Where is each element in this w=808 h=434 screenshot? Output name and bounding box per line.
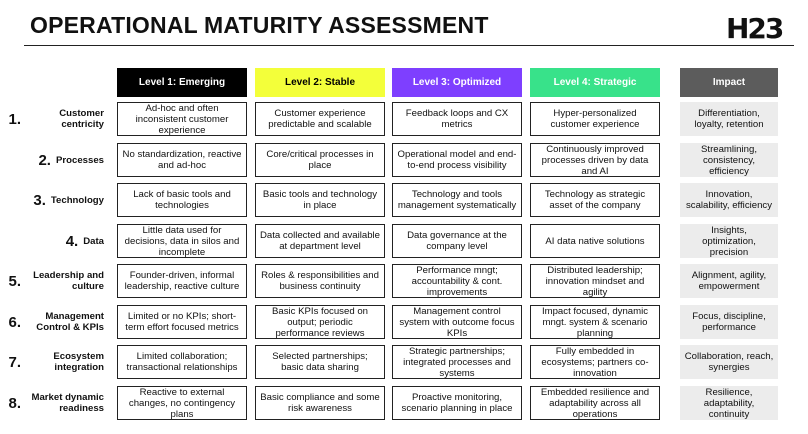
- matrix-cell-level-4: Impact focused, dynamic mngt. system & scenario planning: [530, 305, 660, 339]
- level-header-4: Level 4: Strategic: [530, 68, 660, 97]
- matrix-cell-level-2: Customer experience predictable and scalable: [255, 102, 385, 136]
- matrix-cell-level-1: No standardization, reactive and ad-hoc: [117, 143, 247, 177]
- impact-header: Impact: [680, 68, 778, 97]
- row-number: 3.: [33, 191, 46, 209]
- level-header-3: Level 3: Optimized: [392, 68, 522, 97]
- row-label: [4, 224, 104, 258]
- matrix-cell-level-3: Performance mngt; accountability & cont. improvements: [392, 264, 522, 298]
- row-number: 2.: [38, 151, 51, 169]
- row-number: 6.: [8, 313, 21, 331]
- impact-cell: Innovation, scalability, efficiency: [680, 183, 778, 217]
- row-number: 1.: [8, 110, 21, 128]
- impact-cell: Collaboration, reach, synergies: [680, 345, 778, 379]
- matrix-cell-level-4: Continuously improved processes driven by data and AI: [530, 143, 660, 177]
- matrix-cell-level-4: Embedded resilience and adaptability across all operations: [530, 386, 660, 420]
- matrix-cell-level-3: Feedback loops and CX metrics: [392, 102, 522, 136]
- matrix-cell-level-2: Basic compliance and some risk awareness: [255, 386, 385, 420]
- row-dimension-name: Ecosystem integration: [53, 351, 104, 373]
- row-label: [4, 183, 104, 217]
- impact-cell: Insights, optimization, precision: [680, 224, 778, 258]
- matrix-cell-level-1: Limited or no KPIs; short-term effort focused metrics: [117, 305, 247, 339]
- matrix-cell-level-4: Distributed leadership; innovation mindset and agility: [530, 264, 660, 298]
- matrix-cell-level-4: AI data native solutions: [530, 224, 660, 258]
- matrix-cell-level-3: Operational model and end-to-end process visibility: [392, 143, 522, 177]
- level-header-2: Level 2: Stable: [255, 68, 385, 97]
- impact-cell: Alignment, agility, empowerment: [680, 264, 778, 298]
- impact-cell: Differentiation, loyalty, retention: [680, 102, 778, 136]
- level-header-1: Level 1: Emerging: [117, 68, 247, 97]
- matrix-cell-level-4: Technology as strategic asset of the company: [530, 183, 660, 217]
- row-dimension-name: Management Control & KPIs: [36, 311, 104, 333]
- matrix-cell-level-1: Lack of basic tools and technologies: [117, 183, 247, 217]
- matrix-cell-level-1: Reactive to external changes, no contingency plans: [117, 386, 247, 420]
- matrix-cell-level-3: Proactive monitoring, scenario planning in place: [392, 386, 522, 420]
- row-dimension-name: Market dynamic readiness: [31, 392, 104, 414]
- matrix-cell-level-1: Founder-driven, informal leadership, reactive culture: [117, 264, 247, 298]
- row-label: [4, 102, 104, 136]
- impact-cell: Resilience, adaptability, continuity: [680, 386, 778, 420]
- matrix-cell-level-2: Data collected and available at department level: [255, 224, 385, 258]
- row-number: 7.: [8, 353, 21, 371]
- row-label: [4, 143, 104, 177]
- matrix-cell-level-1: Limited collaboration; transactional relationships: [117, 345, 247, 379]
- row-dimension-name: Customer centricity: [59, 108, 104, 130]
- matrix-cell-level-3: Technology and tools management systematically: [392, 183, 522, 217]
- matrix-cell-level-4: Hyper-personalized customer experience: [530, 102, 660, 136]
- title-divider: [24, 45, 794, 46]
- row-label: [4, 264, 104, 298]
- row-label: [4, 386, 104, 420]
- impact-cell: Focus, discipline, performance: [680, 305, 778, 339]
- row-label: [4, 345, 104, 379]
- matrix-cell-level-3: Management control system with outcome focus KPIs: [392, 305, 522, 339]
- matrix-cell-level-1: Ad-hoc and often inconsistent customer experience: [117, 102, 247, 136]
- matrix-cell-level-2: Selected partnerships; basic data sharing: [255, 345, 385, 379]
- row-number: 4.: [65, 232, 79, 250]
- matrix-cell-level-4: Fully embedded in ecosystems; partners co-innovation: [530, 345, 660, 379]
- row-dimension-name: Technology: [50, 194, 104, 206]
- matrix-cell-level-2: Basic tools and technology in place: [255, 183, 385, 217]
- row-dimension-name: Processes: [55, 154, 104, 166]
- matrix-cell-level-3: Data governance at the company level: [392, 224, 522, 258]
- row-label: [4, 305, 104, 339]
- page-title: OPERATIONAL MATURITY ASSESSMENT: [30, 12, 489, 38]
- row-dimension-name: Leadership and culture: [33, 270, 104, 292]
- brand-logo: H23: [726, 12, 783, 45]
- matrix-cell-level-2: Roles & responsibilities and business continuity: [255, 264, 385, 298]
- matrix-cell-level-1: Little data used for decisions, data in silos and incomplete: [117, 224, 247, 258]
- row-number: 8.: [8, 394, 21, 412]
- matrix-cell-level-3: Strategic partnerships; integrated processes and systems: [392, 345, 522, 379]
- matrix-cell-level-2: Basic KPIs focused on output; periodic performance reviews: [255, 305, 385, 339]
- impact-cell: Streamlining, consistency, efficiency: [680, 143, 778, 177]
- row-number: 5.: [8, 272, 21, 290]
- matrix-cell-level-2: Core/critical processes in place: [255, 143, 385, 177]
- row-dimension-name: Data: [83, 235, 104, 247]
